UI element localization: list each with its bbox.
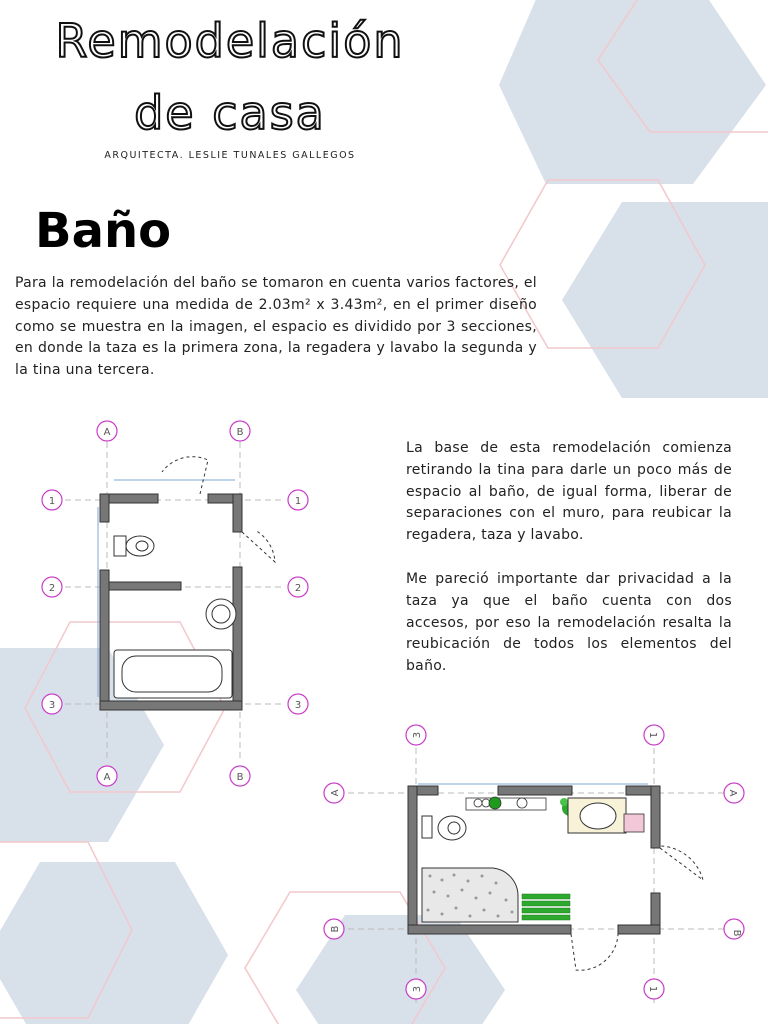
svg-text:3: 3: [412, 985, 423, 993]
grid-marker-1-top: [644, 725, 664, 745]
svg-text:A: A: [103, 427, 111, 438]
bath-mat-icon: [522, 894, 570, 920]
door-bottom-icon: [571, 930, 618, 970]
title-line-2: de casa: [134, 86, 326, 140]
grid-marker-b-bottom: [230, 766, 250, 786]
grid-marker-a-top: [97, 421, 117, 441]
intro-paragraph: Para la remodelación del baño se tomaron en cuenta varios factores, el espacio requiere una medida de 2.03m² x 3.43m², en el primer diseño como se muestra en la imagen, el espacio es dividido por 3 secciones, en donde la taza es la primera zona, la regadera y lavabo la segunda y la tina una tercera.: [15, 275, 537, 379]
hex-mid-right: [562, 202, 768, 398]
grid-marker-b-top: [230, 421, 250, 441]
grid-marker-2-right: [288, 577, 308, 597]
svg-text:B: B: [236, 427, 244, 438]
floor-plan-original: [30, 412, 330, 792]
grid-marker-3-top: [406, 725, 426, 745]
shower-area-icon: [422, 868, 518, 922]
svg-text:B: B: [236, 772, 244, 783]
svg-text:2: 2: [294, 583, 302, 594]
grid-marker-3-right: [288, 694, 308, 714]
remodel-paragraph-1: La base de esta remodelación comienza retirando la tina para darle un poco más de espacio al baño, de igual forma, liberar de separaciones con el muro, para reubicar la regadera, taza y lavabo.: [406, 440, 732, 544]
svg-text:3: 3: [412, 731, 423, 739]
title-line-1: Remodelación: [55, 14, 405, 68]
grid-marker-1-left: [42, 490, 62, 510]
svg-text:1: 1: [647, 731, 658, 739]
svg-text:B: B: [330, 925, 341, 933]
svg-text:1: 1: [647, 985, 658, 993]
floor-plan-remodel: [318, 718, 758, 1018]
hex-top-right: [499, 0, 766, 184]
toilet-icon: [114, 536, 154, 556]
remodel-paragraph-2: Me pareció importante dar privacidad a la taza ya que el baño cuenta con dos accesos, por eso la remodelación resalta la reubicación de todos los elementos del baño.: [406, 571, 732, 675]
door-right-icon: [660, 846, 703, 880]
grid-marker-1-bottom: [644, 979, 664, 999]
sink-icon: [568, 798, 626, 833]
svg-text:A: A: [103, 772, 111, 783]
grid-marker-a-bottom: [97, 766, 117, 786]
grid-marker-3-bottom: [406, 979, 426, 999]
sink-icon: [206, 599, 236, 629]
grid-marker-a-right: [724, 783, 744, 803]
grid-marker-a-left: [324, 783, 344, 803]
svg-text:3: 3: [294, 700, 302, 711]
bathtub-icon: [114, 650, 232, 698]
svg-text:3: 3: [48, 700, 56, 711]
door-right-icon: [242, 530, 275, 562]
architect-name: ARQUITECTA. LESLIE TUNALES GALLEGOS: [104, 150, 356, 161]
svg-text:1: 1: [294, 496, 302, 507]
grid-marker-b-right: [724, 919, 744, 939]
cabinet-icon: [624, 814, 644, 832]
grid-marker-b-left: [324, 919, 344, 939]
grid-marker-3-left: [42, 694, 62, 714]
svg-text:B: B: [731, 929, 742, 937]
grid-marker-2-left: [42, 577, 62, 597]
svg-text:2: 2: [48, 583, 56, 594]
door-top-icon: [162, 457, 208, 494]
svg-text:A: A: [330, 789, 341, 797]
hex-bottom-left: [0, 862, 228, 1024]
toilet-icon: [422, 816, 466, 840]
section-title: Baño: [35, 203, 172, 259]
svg-text:A: A: [727, 789, 738, 797]
counter-icon: [466, 797, 546, 810]
grid-marker-1-right: [288, 490, 308, 510]
svg-text:1: 1: [48, 496, 56, 507]
